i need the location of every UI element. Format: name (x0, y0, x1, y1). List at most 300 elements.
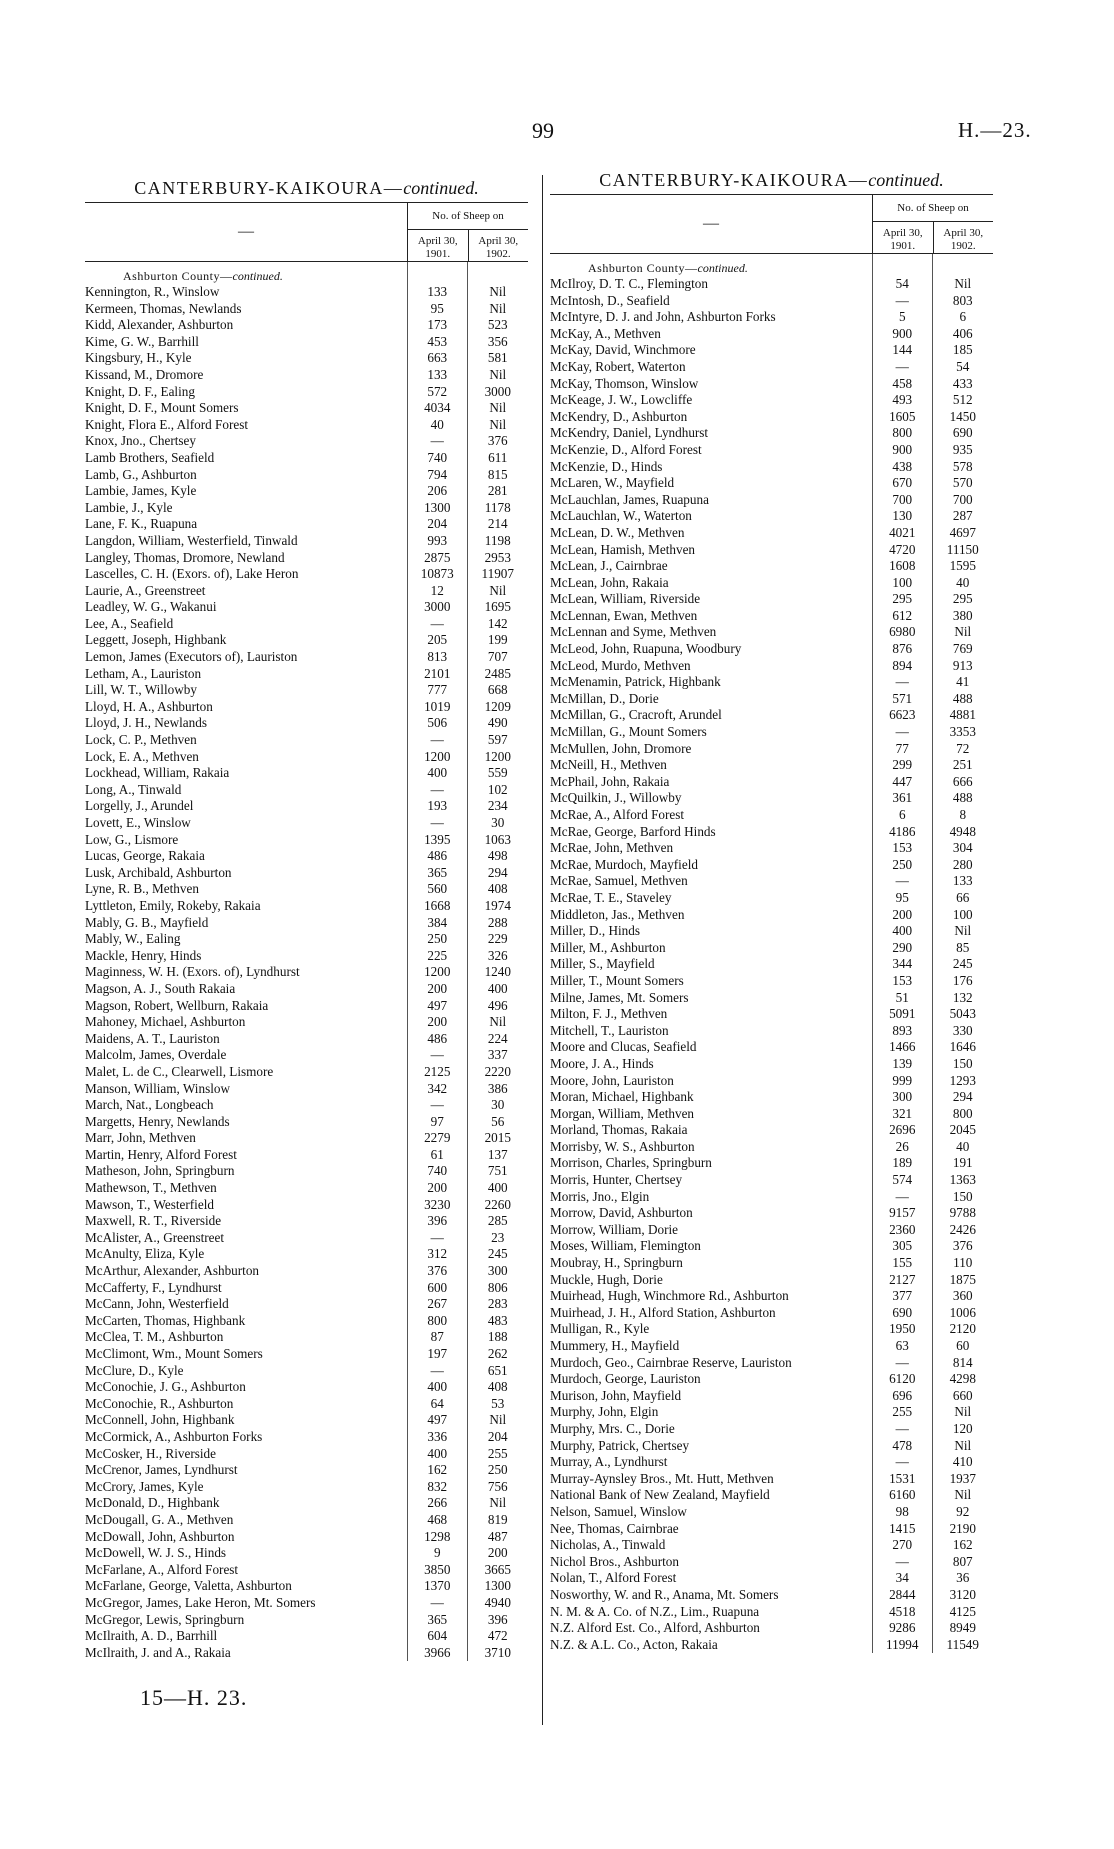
table-row (85, 1346, 528, 1363)
table-row (85, 483, 528, 500)
owner-name: McRae, Murdoch, Mayfield (550, 856, 698, 872)
table-row (550, 1471, 993, 1488)
sheep-1902: 204 (487, 1428, 508, 1444)
header-april-1902: April 30, 1902. (468, 230, 529, 261)
sheep-1901: 153 (892, 972, 913, 988)
sheep-1901: 670 (892, 475, 913, 491)
sheep-1902: 2953 (484, 549, 511, 565)
table-row (550, 591, 993, 608)
sheep-1902: 150 (952, 1188, 973, 1204)
sheep-1902: Nil (489, 300, 507, 316)
sheep-1902: 559 (487, 765, 508, 781)
owner-name: Martin, Henry, Alford Forest (85, 1146, 237, 1162)
sheep-1902: 326 (487, 947, 508, 963)
table-row (85, 467, 528, 484)
sheep-1902: 132 (952, 989, 973, 1005)
table-row (550, 973, 993, 990)
sheep-1901: 87 (430, 1329, 444, 1345)
table-row (550, 1338, 993, 1355)
sheep-1901: 1466 (889, 1039, 916, 1055)
sheep-1902: 200 (487, 1545, 508, 1561)
owner-name: Murphy, John, Elgin (550, 1404, 659, 1420)
sheep-1902: 807 (952, 1553, 973, 1569)
sheep-1902: 40 (956, 574, 970, 590)
header-april-1901: April 30, 1901. (882, 227, 923, 252)
sheep-1901: — (895, 674, 909, 690)
sheep-1901: 267 (427, 1296, 448, 1312)
sheep-1902: 287 (952, 508, 973, 524)
sheep-1901: 400 (427, 1379, 448, 1395)
sheep-1901: 3230 (424, 1196, 451, 1212)
table-row (85, 350, 528, 367)
owner-name: Morrisby, W. S., Ashburton (550, 1138, 695, 1154)
owner-name: Malcolm, James, Overdale (85, 1047, 227, 1063)
table-row (550, 1454, 993, 1471)
sheep-1901: 486 (427, 848, 448, 864)
table-row (550, 1089, 993, 1106)
sheep-1902: 2045 (949, 1122, 976, 1138)
owner-name: McCosker, H., Riverside (85, 1445, 216, 1461)
sheep-1902: 191 (952, 1155, 973, 1171)
owner-name: Moore and Clucas, Seafield (550, 1039, 697, 1055)
owner-name: Mathewson, T., Methven (85, 1180, 217, 1196)
table-row (550, 873, 993, 890)
owner-name: Mackle, Henry, Hinds (85, 947, 202, 963)
table-row (550, 1537, 993, 1554)
district-title: CANTERBURY-KAIKOURA— (134, 178, 404, 198)
table-row (550, 1604, 993, 1621)
table-row (85, 732, 528, 749)
sheep-1901: 377 (892, 1288, 913, 1304)
sheep-1901: 1019 (424, 698, 451, 714)
table-row (550, 807, 993, 824)
table-row (550, 1554, 993, 1571)
sheep-1901: 290 (892, 939, 913, 955)
sheep-1902: 142 (487, 615, 508, 631)
table-rule (872, 254, 873, 1653)
sheep-1902: 611 (488, 449, 508, 465)
table-row (550, 359, 993, 376)
owner-name: Nolan, T., Alford Forest (550, 1570, 677, 1586)
owner-name: Letham, A., Lauriston (85, 665, 202, 681)
owner-name: Margetts, Henry, Newlands (85, 1113, 230, 1129)
table-row (550, 1421, 993, 1438)
sheep-1901: 130 (892, 508, 913, 524)
table-row (85, 898, 528, 915)
sheep-1901: — (430, 1047, 444, 1063)
sheep-1901: 800 (427, 1312, 448, 1328)
owner-name: Lucas, George, Rakaia (85, 848, 205, 864)
sheep-1901: 800 (892, 425, 913, 441)
sheep-1901: 197 (427, 1346, 448, 1361)
table-row (85, 881, 528, 898)
sheep-1902: Nil (954, 276, 972, 291)
sheep-1902: 433 (952, 375, 973, 391)
sheep-1902: 2260 (484, 1196, 511, 1212)
owner-name: Lusk, Archibald, Ashburton (85, 864, 232, 880)
owner-name: McKay, Robert, Waterton (550, 358, 686, 374)
table-row (85, 782, 528, 799)
table-row (550, 1570, 993, 1587)
table-row (550, 1122, 993, 1139)
owner-name: McMillan, G., Mount Somers (550, 724, 707, 740)
table-row (550, 840, 993, 857)
owner-name: McClure, D., Kyle (85, 1362, 184, 1378)
owner-name: Muirhead, J. H., Alford Station, Ashburton (550, 1304, 776, 1320)
owner-name: McLennan, Ewan, Methven (550, 607, 698, 623)
owner-name: McKendry, Daniel, Lyndhurst (550, 425, 709, 441)
owner-name: McLennan and Syme, Methven (550, 624, 717, 640)
sheep-1902: 234 (487, 798, 508, 814)
sheep-1902: 23 (491, 1229, 505, 1245)
owner-name: Muirhead, Hugh, Winchmore Rd., Ashburton (550, 1288, 789, 1304)
owner-name: McLean, D. W., Methven (550, 524, 685, 540)
owner-name: McPhail, John, Rakaia (550, 773, 670, 789)
table-row (550, 1222, 993, 1239)
sheep-1901: — (895, 873, 909, 889)
sheep-1902: 245 (952, 956, 973, 972)
owner-name: Lorgelly, J., Arundel (85, 798, 194, 814)
owner-name: McKendry, D., Ashburton (550, 408, 688, 424)
sheep-1901: 1608 (889, 558, 916, 574)
sheep-1902: 11549 (946, 1636, 979, 1652)
sheep-1901: 205 (427, 632, 448, 648)
owner-name: McKay, A., Methven (550, 325, 661, 341)
table-row (85, 433, 528, 450)
sheep-1902: 756 (487, 1478, 508, 1494)
left-column (85, 174, 528, 1661)
sheep-1902: 60 (956, 1338, 970, 1353)
owner-name: Maidens, A. T., Lauriston (85, 1030, 220, 1046)
sheep-1902: 597 (487, 732, 508, 748)
sheep-1901: 2127 (889, 1271, 916, 1287)
sheep-1902: 281 (487, 483, 508, 499)
sheep-1902: 294 (952, 1089, 973, 1105)
table-row (85, 450, 528, 467)
sheep-1902: 110 (953, 1255, 973, 1271)
sheep-1901: 63 (895, 1338, 909, 1353)
sheep-1901: 321 (892, 1105, 913, 1121)
sheep-1902: 8 (959, 807, 967, 822)
sheep-1901: 2125 (424, 1063, 451, 1079)
table-row (85, 749, 528, 766)
sheep-1902: 498 (487, 848, 508, 864)
sheep-1901: 200 (427, 980, 448, 996)
table-row (550, 857, 993, 874)
sheep-1902: 4697 (949, 524, 976, 540)
owner-name: Miller, M., Ashburton (550, 939, 666, 955)
table-rule (467, 262, 468, 1661)
table-rule (932, 254, 933, 1653)
sheep-1902: 913 (952, 657, 973, 673)
owner-name: Lemon, James (Executors of), Lauriston (85, 649, 298, 665)
owner-name: McRae, A., Alford Forest (550, 807, 685, 822)
document-reference: H.—23. (958, 118, 1032, 142)
sheep-1901: 3966 (424, 1644, 451, 1660)
table-row (550, 1056, 993, 1073)
owner-name: Miller, S., Mayfield (550, 956, 655, 972)
sheep-1901: 173 (427, 317, 448, 333)
table-row (85, 1628, 528, 1645)
table-row (550, 1321, 993, 1338)
sheep-1901: 2696 (889, 1122, 916, 1138)
sheep-1901: 478 (892, 1437, 913, 1453)
footer-signature: 15—H. 23. (140, 1685, 248, 1710)
owner-name: Miller, D., Hinds (550, 923, 640, 939)
table-row (550, 326, 993, 343)
sheep-1902: 150 (952, 1055, 973, 1071)
table-row (85, 1412, 528, 1429)
sheep-1901: 193 (427, 798, 448, 814)
owner-name: McConochie, J. G., Ashburton (85, 1379, 246, 1395)
table-row (550, 1039, 993, 1056)
owner-name: McAlister, A., Greenstreet (85, 1229, 224, 1245)
owner-name: McLeod, John, Ruapuna, Woodbury (550, 641, 742, 657)
table-row (550, 442, 993, 459)
table-row (550, 1272, 993, 1289)
table-row (550, 508, 993, 525)
table-row (550, 1205, 993, 1222)
owner-name: Langley, Thomas, Dromore, Newland (85, 549, 285, 565)
owner-name: McKenzie, D., Alford Forest (550, 441, 702, 457)
sheep-1901: 266 (427, 1495, 448, 1511)
sheep-1901: 4186 (889, 823, 916, 839)
sheep-1902: 360 (952, 1288, 973, 1304)
sheep-1902: 800 (952, 1105, 973, 1121)
table-row (85, 1031, 528, 1048)
table-row (550, 741, 993, 758)
sheep-1902: 581 (487, 350, 508, 366)
owner-name: McIlroy, D. T. C., Flemington (550, 276, 708, 291)
sheep-1902: 2190 (949, 1520, 976, 1536)
sheep-1901: 497 (427, 1412, 448, 1428)
sheep-1902: 570 (952, 475, 973, 491)
sheep-1901: 5091 (889, 1006, 916, 1022)
sheep-1902: 4298 (949, 1371, 976, 1387)
owner-name: McQuilkin, J., Willowby (550, 790, 682, 806)
sheep-1902: 4881 (949, 707, 976, 723)
sheep-1901: 384 (427, 914, 448, 930)
sheep-1901: 34 (895, 1570, 909, 1586)
sheep-1902: 1006 (949, 1304, 976, 1320)
owner-name: Magson, A. J., South Rakaia (85, 980, 236, 996)
sheep-1901: 663 (427, 350, 448, 366)
owner-name: McMillan, G., Cracroft, Arundel (550, 707, 722, 723)
sheep-1901: 11994 (886, 1636, 919, 1652)
owner-name: Leadley, W. G., Wakanui (85, 599, 217, 615)
table-row (85, 1246, 528, 1263)
table-row (550, 1172, 993, 1189)
sheep-1901: 400 (892, 923, 913, 939)
sheep-1902: 1695 (484, 599, 511, 615)
owner-name: Lill, W. T., Willowby (85, 682, 197, 698)
sheep-1901: 572 (427, 383, 448, 399)
owner-name: McCormick, A., Ashburton Forks (85, 1428, 263, 1444)
table-row (85, 666, 528, 683)
sheep-1902: 41 (956, 674, 970, 690)
sheep-1901: 4518 (889, 1603, 916, 1619)
owner-name: Morrow, David, Ashburton (550, 1205, 693, 1221)
table-row (85, 832, 528, 849)
owner-name: Moses, William, Flemington (550, 1238, 701, 1254)
sheep-1901: — (895, 1553, 909, 1569)
sheep-1901: 376 (427, 1263, 448, 1279)
sheep-1901: 690 (892, 1304, 913, 1320)
table-row (550, 342, 993, 359)
sheep-1902: 356 (487, 333, 508, 349)
table-row (85, 1197, 528, 1214)
owner-name: Milton, F. J., Methven (550, 1006, 668, 1022)
owner-name: Lock, C. P., Methven (85, 732, 197, 748)
sheep-1902: 496 (487, 997, 508, 1013)
sheep-1901: 312 (427, 1246, 448, 1262)
owner-name: McMullen, John, Dromore (550, 740, 692, 756)
owner-name: McRae, John, Methven (550, 840, 674, 856)
sheep-1901: 6120 (889, 1371, 916, 1387)
sheep-1901: 574 (892, 1172, 913, 1188)
sheep-1902: 472 (487, 1628, 508, 1644)
table-row (550, 890, 993, 907)
sheep-1901: 2101 (424, 665, 451, 681)
sheep-1901: — (430, 732, 444, 748)
sheep-1902: 769 (952, 641, 973, 657)
sheep-1902: 40 (956, 1138, 970, 1154)
sheep-1902: 102 (487, 781, 508, 797)
sheep-1902: 2120 (949, 1321, 976, 1337)
sheep-1902: 288 (487, 914, 508, 930)
table-row (550, 1106, 993, 1123)
owner-name: March, Nat., Longbeach (85, 1097, 214, 1113)
owner-name: Lockhead, William, Rakaia (85, 765, 230, 781)
sheep-1901: 54 (895, 276, 909, 291)
sheep-1902: 660 (952, 1387, 973, 1403)
sheep-1902: 11907 (481, 566, 514, 582)
owner-name: McLeod, Murdo, Methven (550, 657, 691, 673)
owner-name: Lascelles, C. H. (Exors. of), Lake Heron (85, 566, 299, 582)
owner-name: Nee, Thomas, Cairnbrae (550, 1520, 679, 1536)
owner-name: Murphy, Patrick, Chertsey (550, 1437, 690, 1453)
sheep-1901: 336 (427, 1428, 448, 1444)
sheep-1902: 188 (487, 1329, 508, 1345)
name-column-header: — (703, 215, 719, 232)
table-row (85, 1263, 528, 1280)
sheep-1902: Nil (954, 1487, 972, 1503)
sheep-1901: 9 (433, 1545, 441, 1561)
owner-name: Matheson, John, Springburn (85, 1163, 235, 1179)
table-row (85, 1163, 528, 1180)
sheep-1901: 295 (892, 591, 913, 607)
owner-name: Mably, W., Ealing (85, 931, 181, 947)
owner-name: Kidd, Alexander, Ashburton (85, 317, 234, 333)
table-row (550, 1521, 993, 1538)
sheep-1902: Nil (954, 1404, 972, 1420)
sheep-1902: 92 (956, 1503, 970, 1519)
owner-name: McClea, T. M., Ashburton (85, 1329, 224, 1345)
owner-name: Kermeen, Thomas, Newlands (85, 300, 242, 316)
table-row (85, 616, 528, 633)
sheep-1902: 578 (952, 458, 973, 474)
table-row (85, 1562, 528, 1579)
sheep-1901: 200 (427, 1180, 448, 1196)
sheep-1901: 299 (892, 757, 913, 773)
sheep-1902: 56 (491, 1113, 505, 1129)
table-row (550, 425, 993, 442)
owner-name: Knight, D. F., Mount Somers (85, 400, 239, 416)
table-row (85, 1213, 528, 1230)
sheep-1902: Nil (954, 624, 972, 640)
sheep-1901: 2875 (424, 549, 451, 565)
sheep-1902: 1595 (949, 558, 976, 574)
sheep-1901: 600 (427, 1279, 448, 1295)
owner-name: Langdon, William, Westerfield, Tinwald (85, 532, 298, 548)
sheep-1902: 490 (487, 715, 508, 731)
table-row (550, 691, 993, 708)
sheep-1901: 2279 (424, 1130, 451, 1146)
table-row (85, 848, 528, 865)
sheep-1902: 819 (487, 1511, 508, 1527)
sheep-1901: 1395 (424, 831, 451, 847)
sheep-1902: Nil (954, 923, 972, 939)
owner-name: Nosworthy, W. and R., Anama, Mt. Somers (550, 1586, 779, 1602)
sheep-1902: 1200 (484, 748, 511, 764)
table-row (85, 384, 528, 401)
sheep-1901: 1668 (424, 897, 451, 913)
table-row (550, 757, 993, 774)
column-divider (542, 175, 543, 1725)
owner-name: McConnell, John, Highbank (85, 1412, 235, 1428)
sheep-1902: 1293 (949, 1072, 976, 1088)
table-row (85, 1081, 528, 1098)
sheep-1901: 100 (892, 574, 913, 590)
table-row (85, 1114, 528, 1131)
owner-name: McNeill, H., Methven (550, 757, 667, 773)
sheep-1901: — (430, 781, 444, 797)
sheep-1901: 458 (892, 375, 913, 391)
owner-name: Knight, Flora E., Alford Forest (85, 416, 249, 432)
owner-name: Murray-Aynsley Bros., Mt. Hutt, Methven (550, 1470, 774, 1486)
table-row (85, 1047, 528, 1064)
owner-name: Morgan, William, Methven (550, 1105, 695, 1121)
sheep-1902: 488 (952, 790, 973, 806)
sheep-1902: 814 (952, 1354, 973, 1370)
sheep-1901: 6623 (889, 707, 916, 723)
sheep-1902: 488 (952, 690, 973, 706)
sheep-1901: — (430, 1594, 444, 1610)
owner-name: McCrory, James, Kyle (85, 1478, 204, 1494)
owner-name: McLauchlan, James, Ruapuna (550, 491, 709, 507)
sheep-1902: 300 (487, 1263, 508, 1279)
sheep-1901: 4034 (424, 400, 451, 416)
table-row (85, 583, 528, 600)
table-row (550, 1255, 993, 1272)
sheep-1902: Nil (954, 1437, 972, 1453)
table-row (85, 1529, 528, 1546)
table-row (85, 334, 528, 351)
table-row (85, 998, 528, 1015)
table-row (550, 641, 993, 658)
sheep-1901: 9286 (889, 1620, 916, 1636)
sheep-1902: 410 (952, 1454, 973, 1470)
sheep-1902: Nil (489, 582, 507, 598)
sheep-1902: 2426 (949, 1221, 976, 1237)
owner-name: McLauchlan, W., Waterton (550, 508, 692, 524)
sheep-1901: 740 (427, 449, 448, 465)
sheep-1901: 1531 (889, 1470, 916, 1486)
owner-name: Murison, John, Mayfield (550, 1387, 682, 1403)
owner-name: McDowall, John, Ashburton (85, 1528, 235, 1544)
sheep-1902: 30 (491, 815, 505, 830)
table-row (85, 1280, 528, 1297)
